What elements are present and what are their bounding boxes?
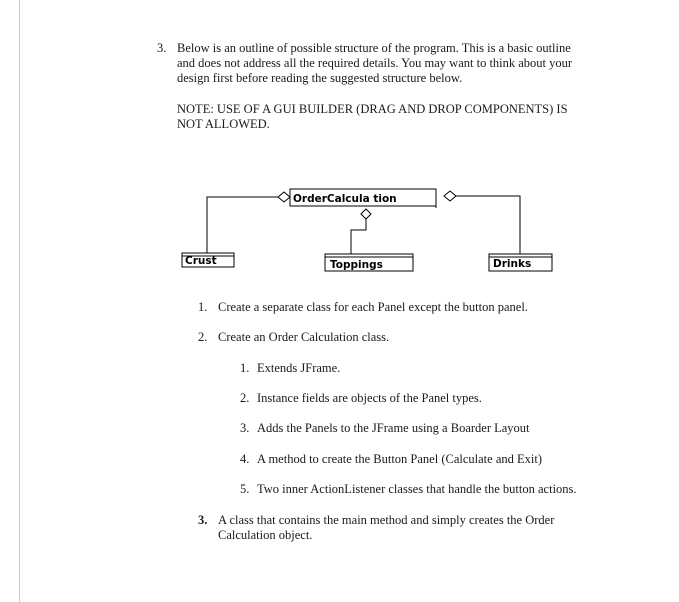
middle-aggregation-diamond bbox=[361, 209, 371, 219]
intro-line-1: Below is an outline of possible structure of the program. This is a basic outline bbox=[177, 41, 571, 55]
drinks-label: Drinks bbox=[493, 258, 532, 270]
sublist-item-2-text: Instance fields are objects of the Panel types. bbox=[257, 391, 482, 405]
crust-label: Crust bbox=[185, 255, 217, 267]
toppings-label: Toppings bbox=[330, 259, 383, 271]
list-item-3-number: 3. bbox=[198, 513, 208, 527]
sublist-item-5-number: 5. bbox=[240, 482, 250, 496]
sublist-item-1-number: 1. bbox=[240, 361, 250, 375]
sublist-item-3-number: 3. bbox=[240, 421, 250, 435]
list-item-1-text: Create a separate class for each Panel except the button panel. bbox=[218, 300, 528, 314]
sublist-item-4-text: A method to create the Button Panel (Calculate and Exit) bbox=[257, 452, 542, 466]
note-line-1: NOTE: USE OF A GUI BUILDER (DRAG AND DROP COMPONENTS) IS bbox=[177, 102, 568, 116]
note-line-2: NOT ALLOWED. bbox=[177, 117, 270, 131]
intro-number: 3. bbox=[157, 41, 167, 55]
intro-line-2: and does not address all the required details. You may want to think about your bbox=[177, 56, 573, 70]
right-aggregation-diamond bbox=[444, 191, 456, 201]
intro-line-3: design first before reading the suggested structure below. bbox=[177, 71, 463, 85]
list-item-3-line-2: Calculation object. bbox=[218, 528, 313, 542]
sublist-item-4-number: 4. bbox=[240, 452, 250, 466]
sublist-item-3-text: Adds the Panels to the JFrame using a Boarder Layout bbox=[257, 421, 530, 435]
list-item-2-text: Create an Order Calculation class. bbox=[218, 330, 390, 344]
sublist-item-2-number: 2. bbox=[240, 391, 250, 405]
left-aggregation-diamond bbox=[278, 192, 290, 202]
list-item-1-number: 1. bbox=[198, 300, 208, 314]
order-calculation-label: OrderCalcula tion bbox=[293, 193, 397, 205]
list-item-2-number: 2. bbox=[198, 330, 208, 344]
sublist-item-1-text: Extends JFrame. bbox=[257, 361, 341, 375]
sublist-item-5-text: Two inner ActionListener classes that handle the button actions. bbox=[257, 482, 577, 496]
list-item-3-line-1: A class that contains the main method and simply creates the Order bbox=[218, 513, 555, 527]
